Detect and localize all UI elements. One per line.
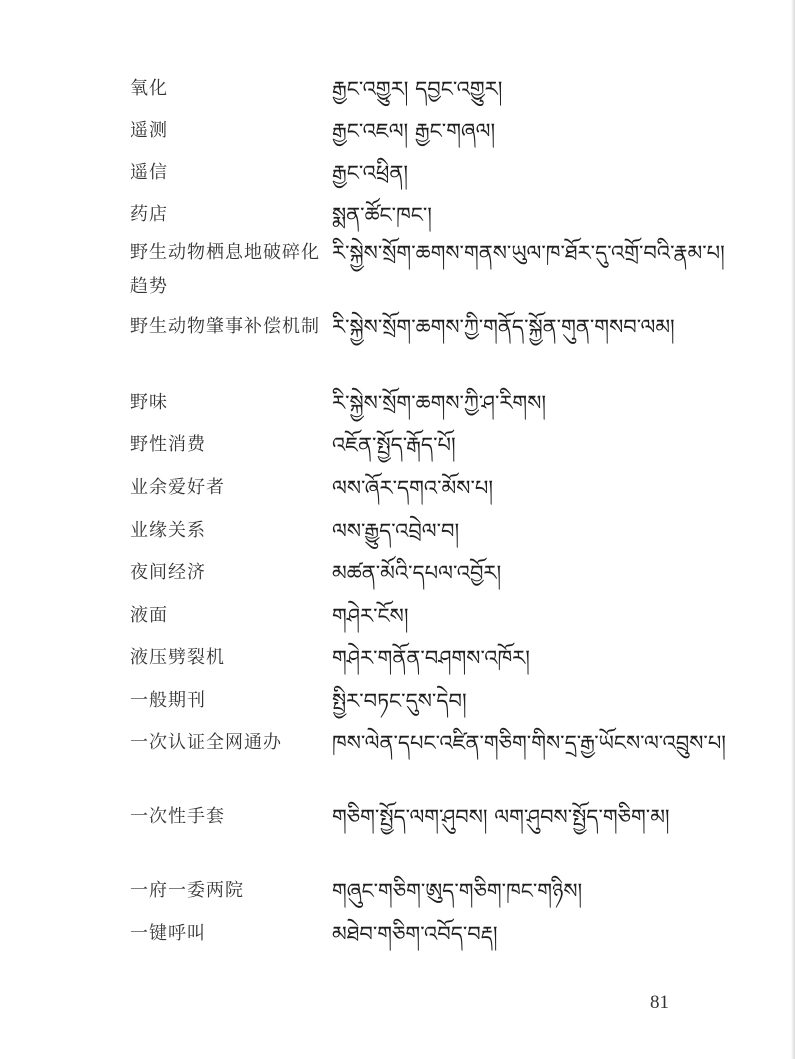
- chinese-term: 遥测: [130, 120, 168, 141]
- glossary-entry: [130, 599, 730, 641]
- glossary-entry: [130, 874, 730, 917]
- glossary-entry: [130, 684, 730, 726]
- glossary-entry: [130, 114, 730, 156]
- tibetan-term: རྒྱང་འཕྲིན།: [332, 161, 409, 185]
- glossary-entry: [130, 471, 730, 514]
- glossary-entry: [130, 726, 730, 800]
- chinese-term: 液面: [130, 605, 168, 626]
- chinese-term: 野味: [130, 392, 168, 413]
- glossary-entry: [130, 386, 730, 428]
- glossary-entry: [130, 428, 730, 471]
- chinese-term: 一般期刊: [130, 690, 206, 711]
- glossary-entry: [130, 641, 730, 684]
- chinese-term: 业缘关系: [130, 520, 206, 541]
- tibetan-term: རྒྱང་འགྱུར། དབྱང་འགྱུར།: [332, 77, 503, 101]
- tibetan-term: གཤེར་གནོན་བཤགས་འཁོར།: [332, 646, 530, 670]
- glossary-entry: [130, 156, 730, 198]
- chinese-term: 液压劈裂机: [130, 647, 225, 668]
- glossary-entry: [130, 236, 730, 310]
- chinese-term: 夜间经济: [130, 562, 206, 583]
- tibetan-term: རྒྱང་འཇལ། རྒྱང་གཞལ།: [332, 119, 496, 143]
- tibetan-term: སྨན་ཚོང་ཁང་།: [332, 203, 432, 227]
- tibetan-term: མཚན་མོའི་དཔལ་འབྱོར།: [332, 561, 502, 585]
- tibetan-term: རི་སྐྱེས་སྲོག་ཆགས་ཀྱི་གནོད་སྐྱོན་གུན་གསབ་ལམ།: [332, 315, 675, 339]
- chinese-term: 野生动物肇事补偿机制: [130, 316, 320, 337]
- tibetan-term: མཐེབ་གཅིག་འབོད་བརྡ།: [332, 922, 498, 946]
- tibetan-term: གཞུང་གཅིག་ཨུད་གཅིག་ཁང་གཉིས།: [332, 879, 583, 903]
- chinese-term: 一府一委两院: [130, 880, 244, 901]
- chinese-term: 氧化: [130, 78, 168, 99]
- chinese-term: 一键呼叫: [130, 923, 206, 944]
- tibetan-term: རི་སྐྱེས་སྲོག་ཆགས་གནས་ཡུལ་ཁ་ཐོར་དུ་འགྲོ་བའི་རྣམ་པ།: [332, 241, 725, 265]
- chinese-term: 遥信: [130, 162, 168, 183]
- tibetan-term: གཅིག་སྤྱོད་ལག་ཤུབས། ལག་ཤུབས་སྤྱོད་གཅིག་མ།: [332, 805, 670, 829]
- glossary-entry: [130, 198, 730, 236]
- tibetan-term: འཇོན་སྤྱོད་རྒོད་པོ།: [332, 433, 456, 457]
- chinese-term: 野性消费: [130, 434, 206, 455]
- tibetan-term: གཤེར་ངོས།: [332, 604, 409, 628]
- tibetan-term: སྤྱིར་བཏང་དུས་དེབ།: [332, 689, 467, 713]
- glossary-entry: [130, 917, 730, 959]
- chinese-term: 药店: [130, 204, 168, 225]
- chinese-term: 野生动物栖息地破碎化趋势: [130, 242, 320, 297]
- page-edge-shadow: [791, 0, 795, 1059]
- tibetan-term: རི་སྐྱེས་སྲོག་ཆགས་ཀྱི་ཤ་རིགས།: [332, 391, 547, 415]
- chinese-term: 一次认证全网通办: [130, 732, 282, 753]
- chinese-term: 一次性手套: [130, 806, 225, 827]
- glossary-entry: [130, 556, 730, 599]
- tibetan-term: ལས་ཞོར་དགའ་མོས་པ།: [332, 476, 494, 500]
- tibetan-term: ཁས་ལེན་དཔང་འཛིན་གཅིག་གིས་དྲ་རྒྱ་ཡོངས་ལ་འབྲུས་པ།: [332, 731, 726, 755]
- glossary-entry: [130, 310, 730, 386]
- glossary-list: [130, 72, 730, 959]
- glossary-entry: [130, 800, 730, 874]
- glossary-entry: [130, 514, 730, 556]
- chinese-term: 业余爱好者: [130, 477, 225, 498]
- tibetan-term: ལས་རྒྱུད་འབྲེལ་བ།: [332, 519, 460, 543]
- page-number: 81: [650, 992, 669, 1013]
- glossary-entry: [130, 72, 730, 114]
